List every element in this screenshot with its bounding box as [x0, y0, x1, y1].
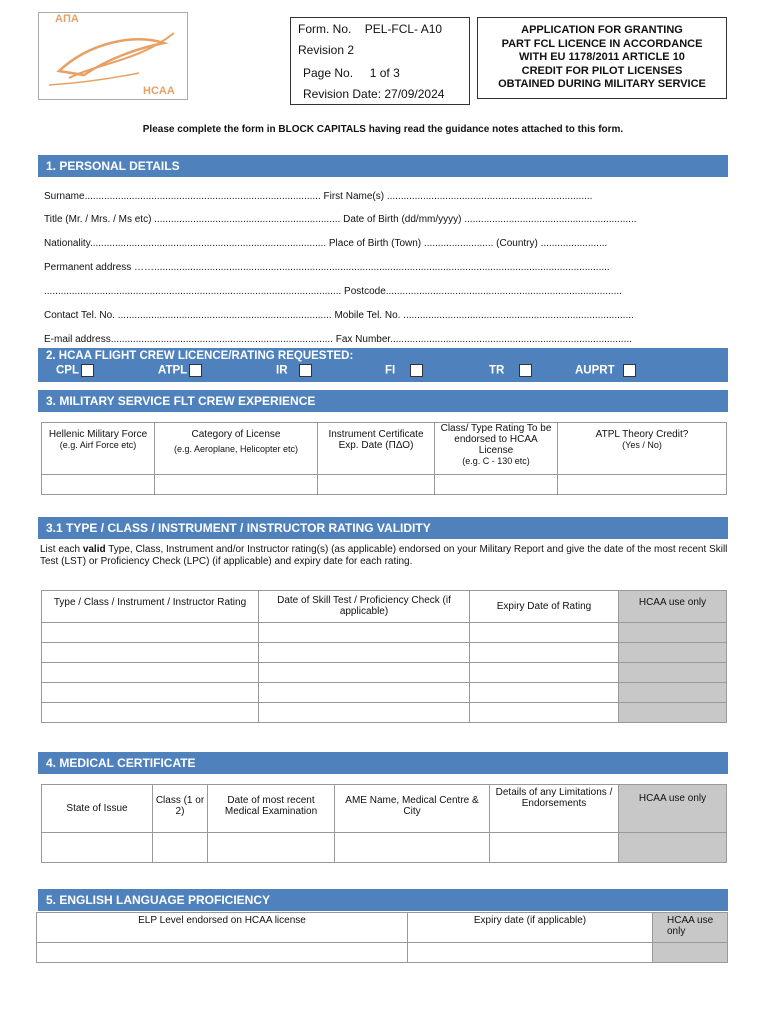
medical-certificate-table [41, 784, 727, 863]
address-line[interactable]: Permanent address …….................................................................................................................................................................... [44, 262, 610, 273]
title-line: WITH EU 1178/2011 ARTICLE 10 [519, 51, 685, 63]
table-cell[interactable] [335, 833, 490, 863]
table-cell[interactable] [259, 663, 470, 683]
option-label: AUPRT [575, 364, 615, 377]
hcaa-logo [38, 12, 188, 100]
postcode-line[interactable]: ........................................................................................................... Postcode..................................................................................... [44, 286, 622, 297]
table-header-row [42, 785, 727, 833]
table-cell[interactable] [470, 683, 619, 703]
col-header-elp-level: ELP Level endorsed on HCAA license [37, 913, 408, 943]
table-header-row [42, 423, 727, 475]
col-header-exam-date: Date of most recent Medical Examination [208, 785, 335, 833]
col-sub: (e.g. Aeroplane, Helicopter etc) [173, 444, 299, 454]
section-2-header [38, 348, 728, 382]
col-sub: (Yes / No) [622, 440, 662, 450]
col-header-class: Class (1 or 2) [153, 785, 208, 833]
col-header-expiry: Expiry Date of Rating [470, 591, 619, 623]
checkbox[interactable] [189, 364, 202, 377]
option-label: FI [385, 364, 396, 377]
section-2-title: 2. HCAA FLIGHT CREW LICENCE/RATING REQUESTED: [46, 350, 354, 362]
col-main: Category of License [191, 429, 281, 440]
table-cell[interactable] [470, 623, 619, 643]
col-header-state: State of Issue [42, 785, 153, 833]
option-cpl[interactable] [56, 364, 94, 377]
table-row [42, 623, 727, 643]
table-cell [619, 623, 727, 643]
section-5-header: 5. ENGLISH LANGUAGE PROFICIENCY [38, 889, 728, 911]
table-cell[interactable] [208, 833, 335, 863]
table-cell[interactable] [42, 475, 155, 495]
email-fax-line[interactable]: E-mail address................................................................................ Fax Number....................................................................................... [44, 334, 632, 345]
table-cell [619, 663, 727, 683]
option-ir[interactable] [276, 364, 312, 377]
col-main: Instrument Certificate Exp. Date (ΠΔΟ) [328, 429, 424, 451]
section-3-1-header: 3.1 TYPE / CLASS / INSTRUMENT / INSTRUCTOR RATING VALIDITY [38, 517, 728, 539]
table-cell[interactable] [470, 703, 619, 723]
revision: Revision 2 [298, 43, 355, 57]
col-sub: (e.g. Airf Force etc) [59, 440, 137, 450]
table-cell[interactable] [42, 683, 259, 703]
col-header-hcaa-use: HCAA use only [619, 591, 727, 623]
table-cell[interactable] [435, 475, 558, 495]
table-row [42, 643, 727, 663]
col-main: Hellenic Military Force [48, 429, 148, 440]
col-header-instrument [318, 423, 435, 475]
table-cell[interactable] [470, 663, 619, 683]
surname-line[interactable]: Surname..................................................................................... First Name(s) .......................................................................... [44, 191, 593, 202]
col-header-hcaa-use: HCAA use only [619, 785, 727, 833]
desc-bold: valid [82, 544, 106, 555]
table-cell[interactable] [259, 703, 470, 723]
table-cell [619, 833, 727, 863]
table-cell[interactable] [42, 703, 259, 723]
table-cell[interactable] [42, 623, 259, 643]
table-cell[interactable] [318, 475, 435, 495]
table-cell [653, 943, 728, 963]
form-no-value: PEL-FCL- A10 [364, 22, 443, 36]
table-cell[interactable] [408, 943, 653, 963]
table-cell[interactable] [259, 623, 470, 643]
table-cell[interactable] [470, 643, 619, 663]
rating-validity-table [41, 590, 727, 723]
col-header-ame: AME Name, Medical Centre & City [335, 785, 490, 833]
section-3-1-description [40, 544, 728, 568]
checkbox[interactable] [81, 364, 94, 377]
table-cell [619, 643, 727, 663]
title-line: APPLICATION FOR GRANTING [521, 24, 683, 36]
col-main: Class/ Type Rating To be endorsed to HCAA License [440, 423, 552, 456]
option-auprt[interactable] [575, 364, 636, 377]
col-header-atpl-credit [558, 423, 727, 475]
desc-text: Type, Class, Instrument and/or Instructor rating(s) (as applicable) endorsed on your Military Report and give the date of the most recent Skill Test (LST) or Proficiency Check (LPC) (if applicable) and expiry date for each rating. [40, 544, 728, 567]
checkbox[interactable] [410, 364, 423, 377]
option-label: ATPL [158, 364, 188, 377]
title-line: CREDIT FOR PILOT LICENSES [521, 64, 683, 77]
table-cell [619, 683, 727, 703]
table-cell[interactable] [155, 475, 318, 495]
checkbox[interactable] [519, 364, 532, 377]
form-meta-box [290, 17, 470, 105]
section-4-header: 4. MEDICAL CERTIFICATE [38, 752, 728, 774]
table-cell[interactable] [490, 833, 619, 863]
form-no-label: Form. No. [298, 22, 352, 36]
revision-date: Revision Date: 27/09/2024 [303, 87, 445, 101]
table-cell[interactable] [558, 475, 727, 495]
option-tr[interactable] [489, 364, 532, 377]
title-line: PART FCL LICENCE IN ACCORDANCE [501, 37, 703, 50]
form-title-box [477, 17, 727, 99]
page-label: Page No. [303, 66, 354, 80]
option-fi[interactable] [385, 364, 423, 377]
table-row [42, 833, 727, 863]
table-cell[interactable] [42, 833, 153, 863]
table-cell[interactable] [153, 833, 208, 863]
col-header-rating: Type / Class / Instrument / Instructor Rating [42, 591, 259, 623]
table-row [42, 703, 727, 723]
option-atpl[interactable] [158, 364, 202, 377]
col-sub: (e.g. C - 130 etc) [462, 456, 530, 466]
english-proficiency-table [36, 912, 728, 963]
logo-bottom-text: HCAA [143, 85, 175, 97]
table-header-row [37, 913, 728, 943]
col-main: ATPL Theory Credit? [595, 429, 689, 440]
title-dob-line[interactable]: Title (Mr. / Mrs. / Ms etc) ................................................................... Date of Birth (dd/mm/yyyy) .............................................................. [44, 214, 637, 225]
col-header-expiry: Expiry date (if applicable) [408, 913, 653, 943]
table-cell[interactable] [259, 643, 470, 663]
col-header-limitations: Details of any Limitations / Endorsements [490, 785, 619, 833]
col-header-class-type [435, 423, 558, 475]
table-cell [619, 703, 727, 723]
table-cell[interactable] [42, 643, 259, 663]
table-cell[interactable] [37, 943, 408, 963]
table-row [37, 943, 728, 963]
table-cell[interactable] [42, 663, 259, 683]
option-label: TR [489, 364, 505, 377]
desc-text: List each [40, 544, 83, 555]
table-row [42, 475, 727, 495]
table-header-row [42, 591, 727, 623]
table-row [42, 663, 727, 683]
option-label: IR [276, 364, 288, 377]
table-row [42, 683, 727, 703]
form-no [298, 22, 442, 36]
checkbox[interactable] [623, 364, 636, 377]
table-cell[interactable] [259, 683, 470, 703]
section-3-header: 3. MILITARY SERVICE FLT CREW EXPERIENCE [38, 390, 728, 412]
page-no [303, 66, 400, 80]
military-experience-table [41, 422, 727, 495]
instruction-text: Please complete the form in BLOCK CAPITALS having read the guidance notes attached to this form. [142, 124, 624, 135]
col-header-hcaa-use: HCAA use only [653, 913, 728, 943]
nationality-line[interactable]: Nationality..................................................................................... Place of Birth (Town) ......................... (Country) ........................ [44, 238, 608, 249]
col-header-military-force [42, 423, 155, 475]
section-1-header: 1. PERSONAL DETAILS [38, 155, 728, 177]
col-header-skill-test: Date of Skill Test / Proficiency Check (if applicable) [259, 591, 470, 623]
page-value: 1 of 3 [369, 66, 400, 80]
logo-top-text: ΑΠΑ [55, 13, 79, 25]
title-line: OBTAINED DURING MILITARY SERVICE [498, 78, 706, 90]
option-label: CPL [56, 364, 79, 377]
phone-line[interactable]: Contact Tel. No. ............................................................................. Mobile Tel. No. ................................................................................... [44, 310, 634, 321]
col-header-category [155, 423, 318, 475]
checkbox[interactable] [299, 364, 312, 377]
